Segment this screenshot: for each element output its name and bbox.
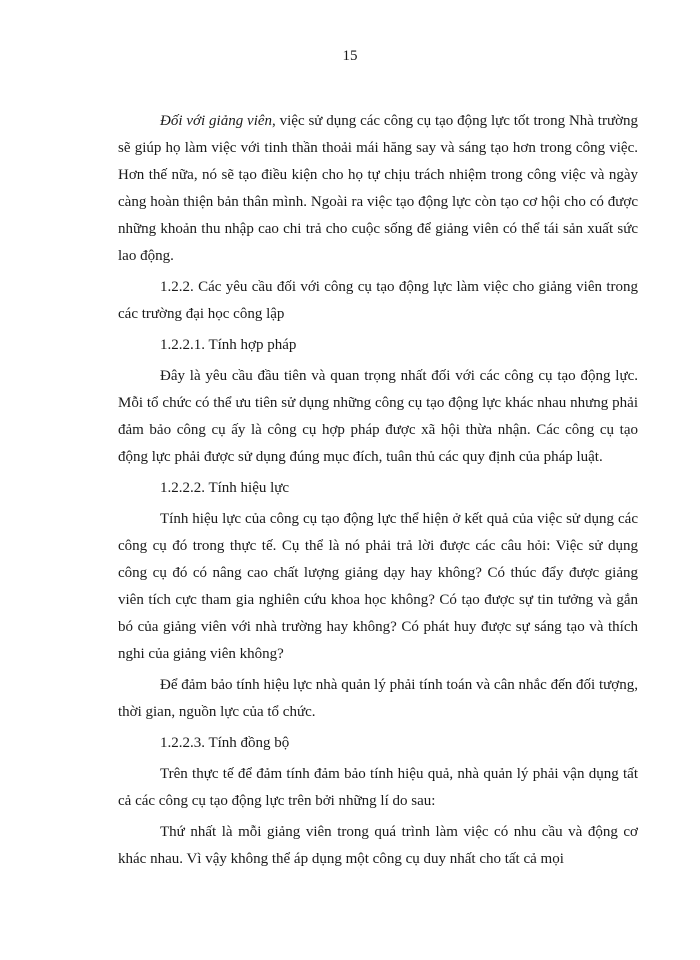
paragraph-synchronicity: Trên thực tế để đảm tính đảm bảo tính hiệu quả, nhà quản lý phải vận dụng tất cả các công cụ tạo động lực trên bởi những lí do sau: <box>118 766 638 809</box>
paragraph-effectiveness: Tính hiệu lực của công cụ tạo động lực thể hiện ở kết quả của việc sử dụng các công cụ đó trong thực tế. Cụ thể là nó phải trả lời được các câu hỏi: Việc sử dụng công cụ đó có nâng cao chất lượng giảng dạy hay không? Có thúc đẩy được giảng viên tích cực tham gia nghiên cứu khoa học không? Có tạo được sự tin tưởng và gắn bó của giảng viên với nhà trường hay không? Có phát huy được sự sáng tạo và thích nghi của giảng viên không? <box>118 511 638 662</box>
paragraph-first-reason: Thứ nhất là mỗi giảng viên trong quá trình làm việc có nhu cầu và động cơ khác nhau. Vì vậy không thể áp dụng một công cụ duy nhất cho tất cả mọi <box>118 824 638 867</box>
paragraph-lead-emphasis: Đối với giảng viên <box>160 113 273 129</box>
section-heading-1-2-2-1: 1.2.2.1. Tính hợp pháp <box>160 337 297 353</box>
document-body <box>118 108 638 873</box>
paragraph-effectiveness-conditions: Để đảm bảo tính hiệu lực nhà quản lý phải tính toán và cân nhắc đến đối tượng, thời gian, nguồn lực của tổ chức. <box>118 677 638 720</box>
section-heading-1-2-2: 1.2.2. Các yêu cầu đối với công cụ tạo động lực làm việc cho giảng viên trong các trường đại học công lập <box>118 279 638 322</box>
paragraph-text: , việc sử dụng các công cụ tạo động lực tốt trong Nhà trường sẽ giúp họ làm việc với tinh thần thoải mái hăng say và sáng tạo hơn trong công việc. Hơn thế nữa, nó sẽ tạo điều kiện cho họ tự chịu trách nhiệm trong công việc và ngày càng hoàn thiện bản thân mình. Ngoài ra việc tạo động lực còn tạo cơ hội cho có được những khoản thu nhập cao chi trả cho cuộc sống để giảng viên có thể tái sản xuất sức lao động. <box>118 113 639 264</box>
section-heading-1-2-2-3: 1.2.2.3. Tính đồng bộ <box>160 735 290 751</box>
paragraph-lecturer-benefits <box>118 108 638 270</box>
paragraph-legality: Đây là yêu cầu đầu tiên và quan trọng nhất đối với các công cụ tạo động lực. Mỗi tổ chức có thể ưu tiên sử dụng những công cụ tạo động lực khác nhau nhưng phải đảm bảo công cụ ấy là công cụ hợp pháp được xã hội thừa nhận. Các công cụ tạo động lực phải được sử dụng đúng mục đích, tuân thủ các quy định của pháp luật. <box>118 368 638 465</box>
section-heading-1-2-2-2: 1.2.2.2. Tính hiệu lực <box>160 480 290 496</box>
page-number: 15 <box>342 48 358 64</box>
